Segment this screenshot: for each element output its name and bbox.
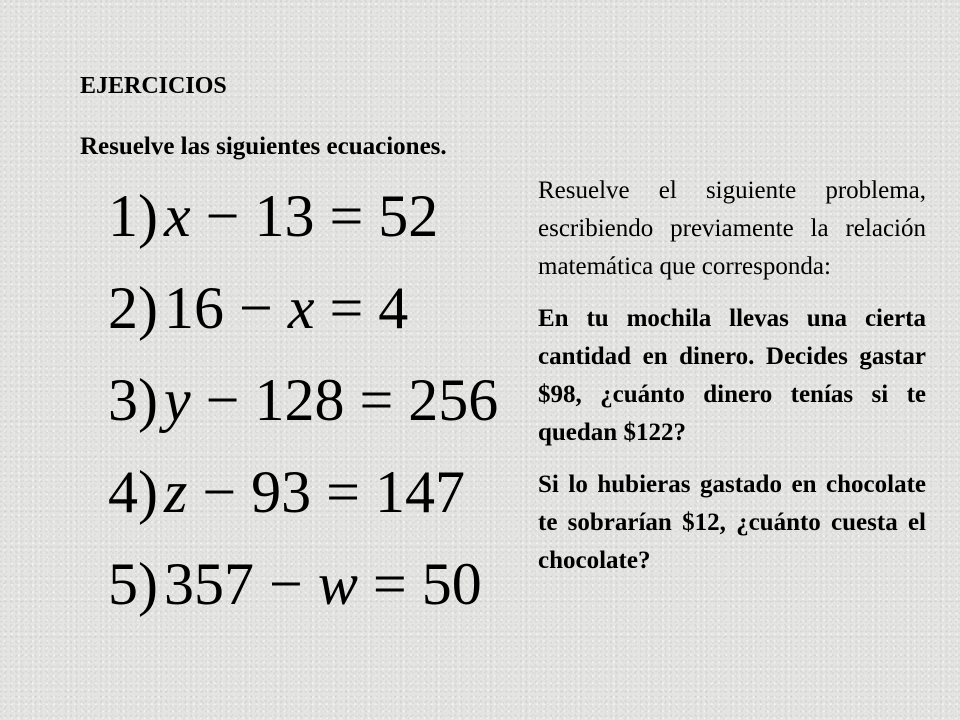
equation-number: 5) xyxy=(108,551,158,617)
equation-right: = 50 xyxy=(357,551,482,617)
equation-body xyxy=(163,459,466,525)
equation-left: 16 − xyxy=(163,275,288,341)
equation-5 xyxy=(108,551,508,646)
equation-1 xyxy=(108,183,508,278)
equation-list xyxy=(108,183,508,646)
equation-2 xyxy=(108,275,508,370)
equation-body xyxy=(163,275,409,341)
problem-statement: En tu mochila llevas una cierta cantidad en dinero. Decides gastar $98, ¿cuánto dinero tenías si te quedan $122? xyxy=(538,305,926,446)
equation-variable: w xyxy=(317,551,358,617)
equation-number: 2) xyxy=(108,275,158,341)
problem-intro: Resuelve el siguiente problema, escribiendo previamente la relación matemática que corresponda: xyxy=(538,177,926,280)
equation-left: 357 − xyxy=(163,551,318,617)
problem-question: Si lo hubieras gastado en chocolate te sobrarían $12, ¿cuánto cuesta el chocolate? xyxy=(538,471,926,574)
equation-variable: z xyxy=(163,459,188,525)
equation-number: 3) xyxy=(108,367,158,433)
equation-variable: x xyxy=(287,275,315,341)
equation-4 xyxy=(108,459,508,554)
equation-right: − 13 = 52 xyxy=(190,183,439,249)
equation-body xyxy=(163,551,482,617)
equation-right: − 128 = 256 xyxy=(190,367,499,433)
word-problem xyxy=(538,172,926,580)
equation-number: 4) xyxy=(108,459,158,525)
equation-variable: y xyxy=(163,367,191,433)
equation-body xyxy=(163,183,439,249)
equation-number: 1) xyxy=(108,183,158,249)
equation-variable: x xyxy=(163,183,191,249)
instructions: Resuelve las siguientes ecuaciones. xyxy=(80,133,447,160)
equation-body xyxy=(163,367,499,433)
page-title: EJERCICIOS xyxy=(80,73,227,99)
equation-right: − 93 = 147 xyxy=(187,459,466,525)
equation-right: = 4 xyxy=(314,275,409,341)
equation-3 xyxy=(108,367,508,462)
